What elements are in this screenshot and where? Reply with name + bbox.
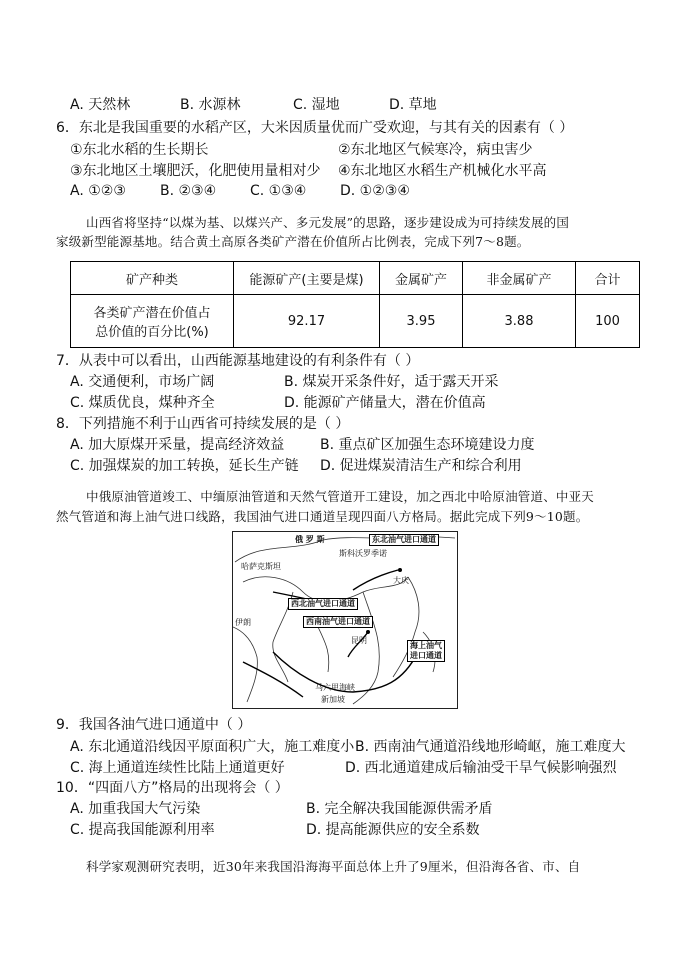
map-label-singapore: 新加坡 xyxy=(321,695,345,704)
q10-option-c: C. 提高我国能源利用率 xyxy=(70,822,215,838)
passage1-line-2: 家级新型能源基地。结合黄土高原各类矿产潜在价值所占比例表，完成下列7～8题。 xyxy=(56,234,530,249)
q5-option-d: D. 草地 xyxy=(389,97,437,113)
q5-option-b: B. 水源林 xyxy=(180,97,241,113)
map-label-sea-line-1: 海上油气 xyxy=(410,641,442,650)
map-label-daqing: 大庆 xyxy=(393,576,409,585)
q10-option-a: A. 加重我国大气污染 xyxy=(70,801,201,817)
table-row-label-line-2: 总价值的百分比(%) xyxy=(95,325,209,340)
q9-stem: 9．我国各油气进口通道中（ ） xyxy=(56,717,252,733)
map-label-iran: 伊朗 xyxy=(235,618,251,627)
map-label-northeast: 东北油气进口通道 xyxy=(369,534,439,546)
q6-item-3: ③东北地区土壤肥沃，化肥使用量相对少 xyxy=(70,163,321,179)
passage1-line-1: 山西省将坚持“以煤为基、以煤兴产、多元发展”的思路，逐步建设成为可持续发展的国 xyxy=(86,215,570,230)
q10-option-b: B. 完全解决我国能源供需矛盾 xyxy=(306,801,493,817)
q6-option-c: C. ①③④ xyxy=(250,183,307,199)
table-cell: 92.17 xyxy=(234,295,380,348)
mineral-value-table xyxy=(70,261,640,348)
q7-option-a: A. 交通便利，市场广阔 xyxy=(70,374,215,390)
q7-option-b: B. 煤炭开采条件好，适于露天开采 xyxy=(284,374,499,390)
q9-option-c: C. 海上通道连续性比陆上通道更好 xyxy=(70,760,285,776)
q9-option-b: B. 西南油气通道沿线地形崎岖，施工难度大 xyxy=(355,739,626,755)
map-label-kazakhstan: 哈萨克斯坦 xyxy=(241,562,281,571)
map-label-malacca: 马六甲海峡 xyxy=(315,683,355,692)
q8-option-d: D. 促进煤炭清洁生产和综合利用 xyxy=(320,458,522,474)
table-row xyxy=(71,295,640,348)
table-cell: 100 xyxy=(576,295,640,348)
q6-option-b: B. ②③④ xyxy=(160,183,217,199)
map-label-sea-route xyxy=(407,640,445,662)
table-header-cell: 金属矿产 xyxy=(380,262,463,295)
q6-option-d: D. ①②③④ xyxy=(340,183,410,199)
passage3-line-1: 科学家观测研究表明，近30年来我国沿海海平面总体上升了9厘米，但沿海各省、市、自 xyxy=(86,859,581,874)
q6-item-2: ②东北地区气候寒冷，病虫害少 xyxy=(338,142,533,158)
northeast-route xyxy=(353,570,398,590)
oil-gas-import-map xyxy=(232,531,458,709)
table-header-row xyxy=(71,262,640,295)
q10-option-d: D. 提高能源供应的安全系数 xyxy=(306,822,480,838)
table-header-cell: 非金属矿产 xyxy=(463,262,576,295)
passage2-line-1: 中俄原油管道竣工、中缅原油管道和天然气管道开工建设，加之西北中哈原油管道、中亚天 xyxy=(86,489,595,504)
q9-option-d: D. 西北通道建成后输油受干旱气候影响强烈 xyxy=(345,760,617,776)
map-label-russia: 俄 罗 斯 xyxy=(295,535,325,544)
table-row-label xyxy=(71,295,234,348)
q5-option-c: C. 湿地 xyxy=(293,97,340,113)
q8-option-b: B. 重点矿区加强生态环境建设力度 xyxy=(320,437,535,453)
q8-option-a: A. 加大原煤开采量，提高经济效益 xyxy=(70,437,285,453)
q8-stem: 8．下列措施不利于山西省可持续发展的是（ ） xyxy=(56,416,350,432)
q6-option-a: A. ①②③ xyxy=(70,183,126,199)
q6-stem: 6．东北是我国重要的水稻产区，大米因质量优而广受欢迎，与其有关的因素有（ ） xyxy=(56,120,574,136)
q9-option-a: A. 东北通道沿线因平原面积广大，施工难度小 xyxy=(70,739,355,755)
map-label-skovorodino: 斯科沃罗季诺 xyxy=(339,549,387,558)
q6-item-1: ①东北水稻的生长期长 xyxy=(70,142,209,158)
q7-stem: 7．从表中可以看出，山西能源基地建设的有利条件有（ ） xyxy=(56,353,420,369)
passage2-line-2: 然气管道和海上油气进口线路，我国油气进口通道呈现四面八方格局。据此完成下列9～10题。 xyxy=(56,509,589,524)
q5-option-a: A. 天然林 xyxy=(70,97,131,113)
table-cell: 3.88 xyxy=(463,295,576,348)
q8-option-c: C. 加强煤炭的加工转换，延长生产链 xyxy=(70,458,299,474)
q7-option-c: C. 煤质优良，煤种齐全 xyxy=(70,395,215,411)
table-cell: 3.95 xyxy=(380,295,463,348)
table-header-cell: 矿产种类 xyxy=(71,262,234,295)
q6-item-4: ④东北地区水稻生产机械化水平高 xyxy=(338,163,547,179)
map-label-northwest: 西北油气进口通道 xyxy=(288,598,358,610)
table-header-cell: 合计 xyxy=(576,262,640,295)
table-header-cell: 能源矿产(主要是煤) xyxy=(234,262,380,295)
map-label-sea-line-2: 进口通道 xyxy=(410,651,442,660)
q7-option-d: D. 能源矿产储量大，潜在价值高 xyxy=(284,395,486,411)
q10-stem: 10．“四面八方”格局的出现将会（ ） xyxy=(56,780,289,796)
map-label-southwest: 西南油气进口通道 xyxy=(303,616,373,628)
map-label-kunming: 昆明 xyxy=(351,636,367,645)
table-row-label-line-1: 各类矿产潜在价值占 xyxy=(93,306,211,321)
